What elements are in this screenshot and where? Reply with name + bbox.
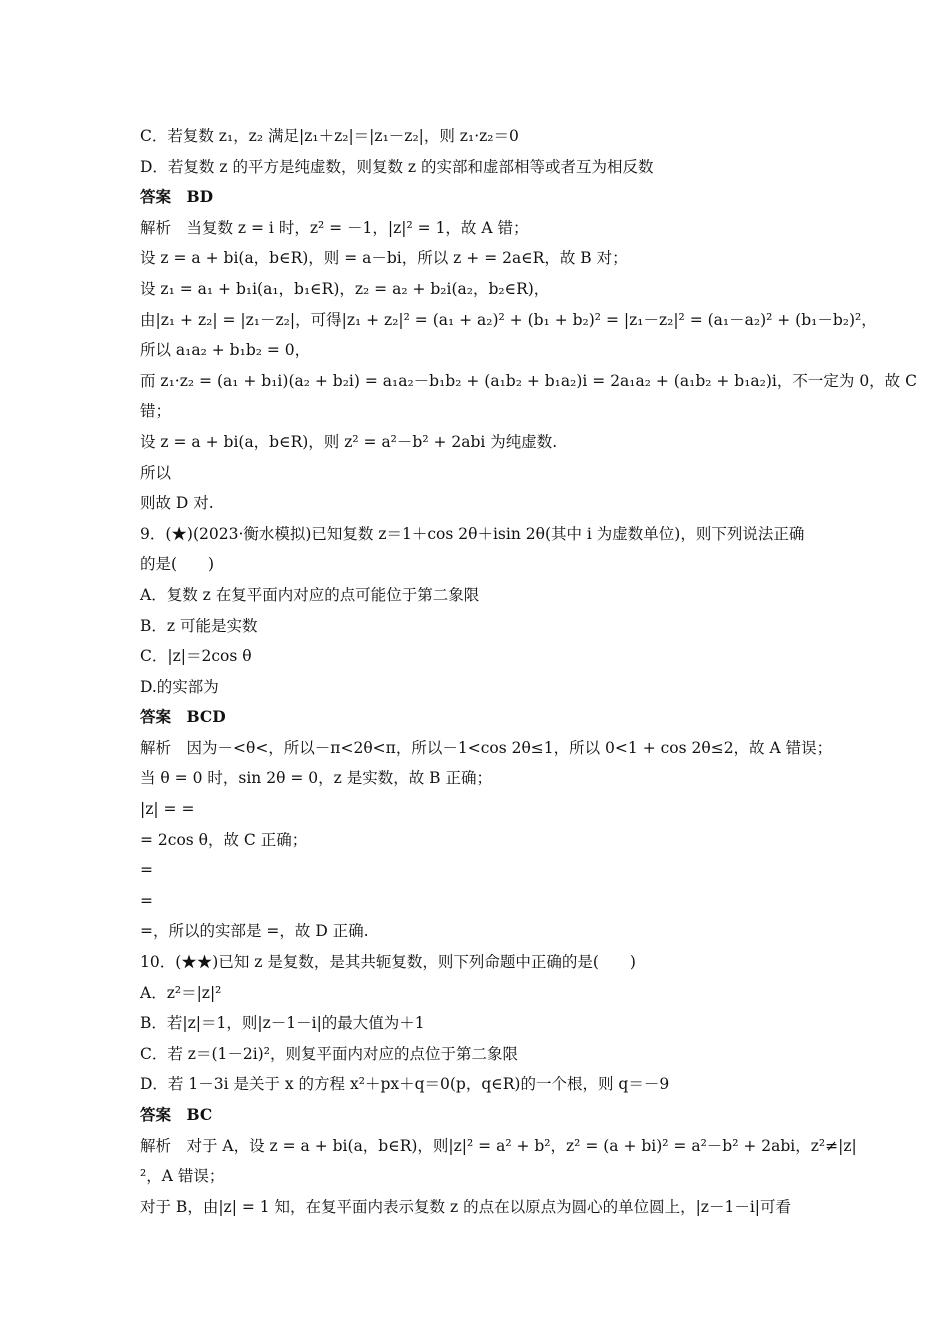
text-line: 设 z = a + bi(a，b∈R)，则 z² = a²－b² + 2abi 为纯虚数. xyxy=(140,432,558,451)
option-d-line: D.的实部为 xyxy=(140,677,219,696)
analysis-line: 解析 因为－<θ<，所以－π<2θ<π，所以－1<cos 2θ≤1，所以 0<1 + cos 2θ≤2，故 A 错误； xyxy=(140,738,833,757)
question-9-stem-cont: 的是( ) xyxy=(140,555,215,574)
option-a-line: A．复数 z 在复平面内对应的点可能位于第二象限 xyxy=(140,585,480,604)
option-c-line: C．若复数 z₁，z₂ 满足|z₁＋z₂|＝|z₁－z₂|，则 z₁·z₂＝0 xyxy=(140,127,519,145)
text-line: |z| = = xyxy=(140,800,195,819)
option-a-line: A．z²＝|z|² xyxy=(140,983,222,1002)
answer-line: 答案 BD xyxy=(140,187,214,207)
text-line: 当 θ = 0 时，sin 2θ = 0，z 是实数，故 B 正确； xyxy=(140,769,492,788)
analysis-line: 解析 当复数 z = i 时，z² = －1，|z|² = 1，故 A 错； xyxy=(140,218,529,237)
analysis-line: 解析 对于 A，设 z = a + bi(a，b∈R)，则|z|² = a² + b²，z² = (a + bi)² = a²－b² + 2abi，z²≠|z| xyxy=(140,1136,857,1155)
option-d-line: D．若复数 z 的平方是纯虚数，则复数 z 的实部和虚部相等或者互为相反数 xyxy=(140,157,654,176)
option-c-line: C．|z|＝2cos θ xyxy=(140,647,252,666)
text-line: 设 z = a + bi(a，b∈R)，则 = a－bi，所以 z + = 2a∈R，故 B 对； xyxy=(140,249,628,268)
text-line: 错； xyxy=(140,402,172,421)
option-d-line: D．若 1－3i 是关于 x 的方程 x²＋px＋q＝0(p，q∈R)的一个根，则 q＝－9 xyxy=(140,1075,670,1094)
text-line: =，所以的实部是 =，故 D 正确. xyxy=(140,922,369,941)
text-line: = xyxy=(140,891,153,910)
text-line: ²，A 错误； xyxy=(140,1167,225,1186)
text-line: 则故 D 对. xyxy=(140,494,214,513)
question-10-stem: 10．(★★)已知 z 是复数，是其共轭复数，则下列命题中正确的是( ) xyxy=(140,953,636,972)
text-line: = xyxy=(140,861,153,880)
text-line: 对于 B，由|z| = 1 知，在复平面内表示复数 z 的点在以原点为圆心的单位圆上，|z－1－i|可看 xyxy=(140,1197,792,1216)
text-line: 而 z₁·z₂ = (a₁ + b₁i)(a₂ + b₂i) = a₁a₂－b₁b₂ + (a₁b₂ + b₁a₂)i = 2a₁a₂ + (a₁b₂ + b₁a₂)i，不一定为 0，故 C xyxy=(140,371,917,390)
text-line: 所以 a₁a₂ + b₁b₂ = 0， xyxy=(140,341,311,360)
answer-line: 答案 BC xyxy=(140,1105,213,1124)
option-c-line: C．若 z＝(1－2i)²，则复平面内对应的点位于第二象限 xyxy=(140,1044,518,1063)
question-9-stem: 9．(★)(2023·衡水模拟)已知复数 z＝1＋cos 2θ＋isin 2θ(其中 i 为虚数单位)，则下列说法正确 xyxy=(140,524,805,543)
document-body xyxy=(140,121,917,1222)
text-line: 所以 xyxy=(140,463,172,482)
answer-line: 答案 BCD xyxy=(140,707,226,727)
text-line: 由|z₁ + z₂| = |z₁－z₂|，可得|z₁ + z₂|² = (a₁ + a₂)² + (b₁ + b₂)² = |z₁－z₂|² = (a₁－a₂)² + (b₁－b₂)²， xyxy=(140,310,877,329)
option-b-line: B．若|z|＝1，则|z－1－i|的最大值为＋1 xyxy=(140,1014,425,1033)
option-b-line: B．z 可能是实数 xyxy=(140,616,258,635)
text-line: 设 z₁ = a₁ + b₁i(a₁，b₁∈R)，z₂ = a₂ + b₂i(a₂，b₂∈R)， xyxy=(140,279,550,298)
text-line: = 2cos θ，故 C 正确； xyxy=(140,830,308,849)
